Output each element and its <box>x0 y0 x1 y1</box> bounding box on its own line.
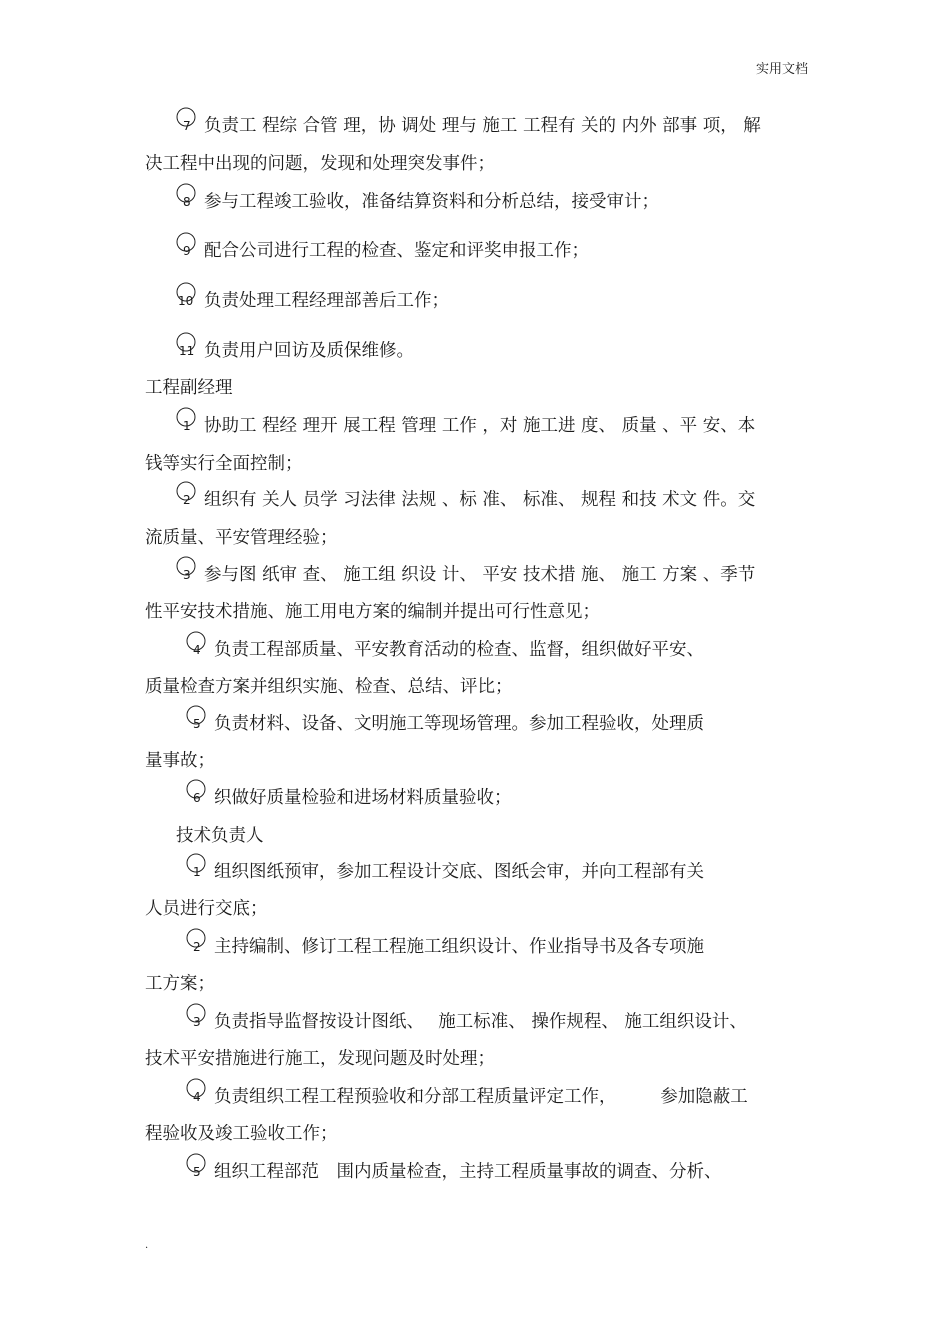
circled-number-icon: 4 <box>186 1084 208 1104</box>
list-item: 4 负责工程部质量、平安教育活动的检查、监督，组织做好平安、 <box>186 636 704 661</box>
list-item: 2 主持编制、修订工程工程施工组织设计、作业指导书及各专项施 <box>186 933 704 958</box>
list-item-continuation: 钱等实行全面控制； <box>145 454 303 474</box>
page-footer-mark: . <box>145 1240 149 1251</box>
circled-number-icon: 7 <box>176 113 198 133</box>
list-item: 11 负责用户回访及质保维修。 <box>176 337 414 362</box>
list-item: 3 负责指导监督按设计图纸、 施工标准、 操作规程、 施工组织设计、 <box>186 1008 747 1033</box>
list-item: 5 负责材料、设备、文明施工等现场管理。参加工程验收，处理质 <box>186 710 704 735</box>
list-item-continuation: 决工程中出现的问题，发现和处理突发事件； <box>145 154 495 174</box>
list-item: 1 组织图纸预审，参加工程设计交底、图纸会审，并向工程部有关 <box>186 858 704 883</box>
list-item: 10 负责处理工程经理部善后工作； <box>176 287 449 312</box>
circled-number-icon: 5 <box>186 711 208 731</box>
circled-number-icon: 5 <box>186 1159 208 1179</box>
circled-number-icon: 9 <box>176 238 198 258</box>
list-item: 7 负责工 程综 合管 理，协 调处 理与 施工 工程有 关的 内外 部事 项， 解 <box>176 112 761 137</box>
circled-number-icon: 6 <box>186 785 208 805</box>
list-item-continuation: 工方案； <box>145 974 215 994</box>
circled-number-icon: 8 <box>176 189 198 209</box>
list-item: 4 负责组织工程工程预验收和分部工程质量评定工作， 参加隐蔽工 <box>186 1083 748 1108</box>
list-item: 5 组织工程部范 围内质量检查，主持工程质量事故的调查、分析、 <box>186 1158 722 1183</box>
section-heading: 技术负责人 <box>176 826 264 846</box>
list-item-continuation: 技术平安措施进行施工，发现问题及时处理； <box>145 1049 495 1069</box>
list-item: 8 参与工程竣工验收，准备结算资料和分析总结，接受审计； <box>176 188 659 213</box>
list-item-continuation: 程验收及竣工验收工作； <box>145 1124 338 1144</box>
circled-number-icon: 2 <box>186 934 208 954</box>
list-item-continuation: 流质量、平安管理经验； <box>145 528 338 548</box>
circled-number-icon: 10 <box>176 288 198 308</box>
circled-number-icon: 1 <box>186 859 208 879</box>
list-item: 1 协助工 程经 理开 展工程 管理 工作 ，对 施工进 度、 质量 、平 安、本 <box>176 412 755 437</box>
list-item-continuation: 量事故； <box>145 751 215 771</box>
list-item-continuation: 性平安技术措施、施工用电方案的编制并提出可行性意见； <box>145 602 600 622</box>
list-item-continuation: 人员进行交底； <box>145 899 268 919</box>
circled-number-icon: 3 <box>186 1009 208 1029</box>
circled-number-icon: 1 <box>176 413 198 433</box>
list-item: 6 织做好质量检验和进场材料质量验收； <box>186 784 512 809</box>
list-item-continuation: 质量检查方案并组织实施、检查、总结、评比； <box>145 677 513 697</box>
page-header: 实用文档 <box>755 62 808 77</box>
list-item: 9 配合公司进行工程的检查、鉴定和评奖申报工作； <box>176 237 589 262</box>
list-item: 3 参与图 纸审 查、 施工组 织设 计、 平安 技术措 施、 施工 方案 、季节 <box>176 561 755 586</box>
circled-number-icon: 4 <box>186 637 208 657</box>
circled-number-icon: 2 <box>176 487 198 507</box>
list-item: 2 组织有 关人 员学 习法律 法规 、标 准、 标准、 规程 和技 术文 件。交 <box>176 486 755 511</box>
circled-number-icon: 3 <box>176 562 198 582</box>
section-heading: 工程副经理 <box>145 378 233 398</box>
circled-number-icon: 11 <box>176 338 198 358</box>
